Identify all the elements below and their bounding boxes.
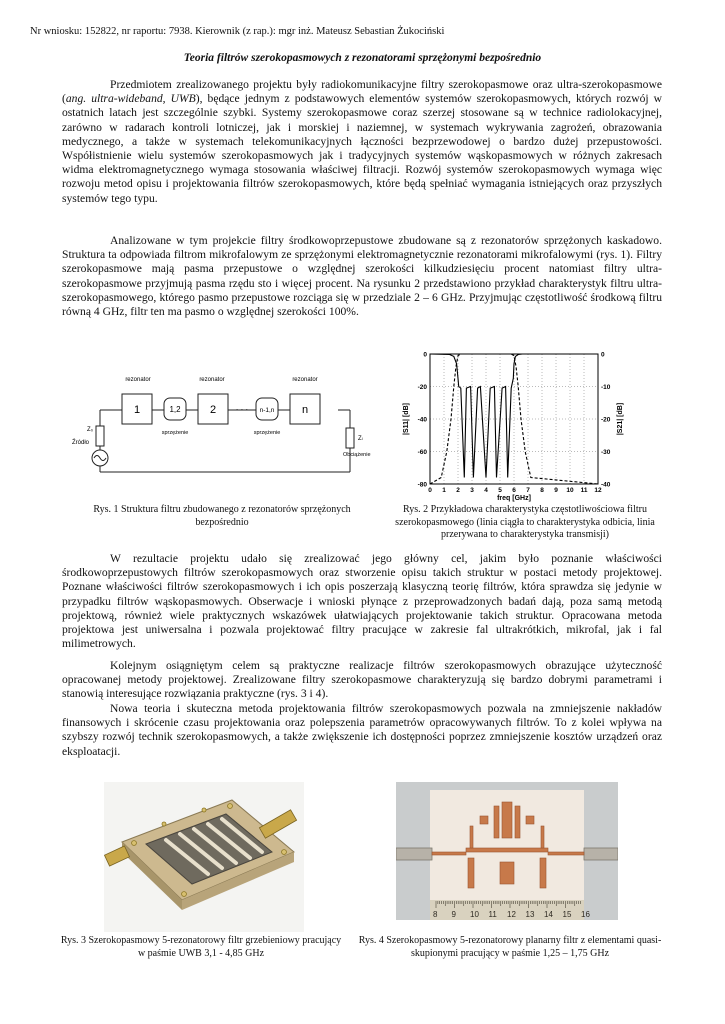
paragraph-2: Analizowane w tym projekcie filtry środkowoprzepustowe zbudowane są z rezonatorów sprzężonych kaskadowo. Struktura ta odpowiada filtrom mikrofalowym ze sprzężonymi elektromagnetycznie rezonatorami mikrofalowymi (rys. 1). Filtry szerokopasmowe mają pasma przepustowe o względnej szerokości kilkudziesięciu procent natomiast filtry ultra-szerokopasmowe przyjmują pasma rzędu sto i więcej procent. Na rysunku 2 przedstawiono przykład charakterystyk filtru ultra-szerokopasmowego, którego pasmo przepustowe rozciąga się w przedziale 2 – 6 GHz. Przyjmując częstotliwość środkową filtru równą 4 GHz, filtr ten ma pasmo o względnej szerokości 100%. xyxy=(62,234,662,319)
page-title: Teoria filtrów szerokopasmowych z rezonatorami sprzężonymi bezpośrednio xyxy=(183,52,542,64)
coupling-1-2: 1,2 xyxy=(169,405,181,414)
ruler-label: 15 xyxy=(562,910,572,919)
chart-y-tick-label-right: -20 xyxy=(601,416,611,424)
chart-x-tick-label: 3 xyxy=(470,487,474,494)
chart-y-tick-label-right: -10 xyxy=(601,384,611,391)
label-sprzezenie-2: sprzężenie xyxy=(253,430,281,436)
chart-y-tick-label-left: -80 xyxy=(417,481,427,489)
ellipsis: · · · xyxy=(235,405,249,414)
label-sprzezenie-1: sprzężenie xyxy=(161,430,189,436)
chart-y-tick-label-right: 0 xyxy=(601,351,605,359)
figure-1-diagram xyxy=(60,368,380,493)
chart-x-tick-label: 10 xyxy=(566,487,574,494)
chart-x-tick-label: 9 xyxy=(554,487,558,494)
paragraph-1 xyxy=(62,78,662,206)
ruler-label: 11 xyxy=(488,910,497,919)
chart-x-tick-label: 2 xyxy=(456,487,460,494)
ruler-label: 16 xyxy=(581,910,590,919)
chart-series-line-1 xyxy=(430,354,598,478)
paragraph-1-start: Przedmiotem zrealizowanego projektu były radiokomunikacyjne filtry szerokopasmowe oraz ultra-szerokopasmowe ( xyxy=(62,78,662,106)
paragraph-3: W rezultacie projektu udało się zrealizować jego główny cel, jakim było poznanie właściwości środkowoprzepustowych filtrów szerokopasmowych oraz stworzenie opisu takich struktur w postaci metody projektowej. Poznane właściwości filtrów szerokopasmowych i ich opis poszerzają klasyczną teorię filtrów, która sprawdza się jedynie w przypadku filtrów wąskopasmowych. Obserwacje i wnioski płynące z przeprowadzonych badań dają, poza samą metodą projektową, również wiele praktycznych wskazówek ułatwiających projektowanie takich struktur. Opracowana metoda projektowa jest uniwersalna i pozwala projektować filtry pracujące w zakresie fal ultrakrótkich, mikrofal, jak i fal milimetrowych. xyxy=(62,552,662,651)
label-z0: Z₀ xyxy=(87,427,94,433)
resonator-n: n xyxy=(301,404,309,416)
chart-x-tick-label: 11 xyxy=(580,487,588,494)
figure-4-photo xyxy=(396,782,618,920)
chart-y-tick-label-left: -40 xyxy=(417,416,427,424)
chart-y-axis-label-right: |S21| [dB] xyxy=(617,402,624,436)
chart-x-tick-label: 1 xyxy=(442,487,446,494)
label-rezonator-2: rezonator xyxy=(199,377,225,383)
chart-x-axis-label: freq [GHz] xyxy=(497,495,531,502)
chart-y-tick-label-right: -40 xyxy=(601,481,611,489)
figure-3-caption: Rys. 3 Szerokopasmowy 5-rezonatorowy filtr grzebieniowy pracujący w paśmie UWB 3,1 - 4,85 GHz xyxy=(60,935,342,959)
label-obciazenie: Obciążenie xyxy=(343,452,371,458)
coupling-n-1-n: n-1,n xyxy=(259,407,275,414)
ruler-label: 13 xyxy=(525,910,535,919)
paragraph-1-italic: ang. ultra-wideband, UWB xyxy=(65,92,196,106)
figure-2-chart xyxy=(400,346,630,504)
chart-x-tick-label: 12 xyxy=(594,487,602,494)
figure-3-photo xyxy=(104,782,304,932)
ruler-label: 14 xyxy=(544,910,553,919)
chart-x-tick-label: 7 xyxy=(526,487,530,494)
label-zrodlo: Źródło xyxy=(72,440,90,446)
resonator-1: 1 xyxy=(133,404,141,416)
chart-x-tick-label: 5 xyxy=(498,487,502,494)
chart-y-tick-label-right: -30 xyxy=(601,449,611,456)
paragraph-1-end: ), będące jednym z podstawowych elementów systemów szerokopasmowych, których rozwój w ostatnich latach jest szczególnie szybki. Systemy szerokopasmowe coraz szerzej stosowane są w technice radiolokacyjnej, zarówno w radarach kontroli lotniczej, jak i morskiej i naziemnej, w systemach wykrywania zagrożeń, obrazowania medycznego, a także w systemach telekomunikacyjnych łączności bezprzewodowej o bardzo dużej przepustowości. Współistnienie wielu systemów szerokopasmowych jak i tradycyjnych systemów wąskopasmowych w różnych zakresach widma elektromagnetycznego wymaga stosowania właściwej filtracji. Rozwój systemów szerokopasmowych wymaga więc rozwoju metod opisu i projektowania filtrów szerokopasmowych, które będą spełniać wymagania istniejących oraz przyszłych systemów tego typu. xyxy=(62,92,662,205)
chart-x-tick-label: 8 xyxy=(540,487,544,494)
label-rezonator-1: rezonator xyxy=(125,377,151,383)
figure-2-caption: Rys. 2 Przykładowa charakterystyka częstotliwościowa filtru szerokopasmowego (linia ciągła to charakterystyka odbicia, linia przerywana to charakterystyka transmisji) xyxy=(395,504,655,540)
figure-4-caption: Rys. 4 Szerokopasmowy 5-rezonatorowy planarny filtr z elementami quasi-skupionymi pracujący w paśmie 1,25 – 1,75 GHz xyxy=(358,935,662,959)
label-zl: Zₗ xyxy=(358,436,363,442)
page-header: Nr wniosku: 152822, nr raportu: 7938. Kierownik (z rap.): mgr inż. Mateusz Sebastian Żukociński xyxy=(30,26,445,37)
ruler-label: 8 xyxy=(433,910,438,919)
chart-y-axis-label-left: |S11| [dB] xyxy=(403,403,410,435)
paragraph-5: Nowa teoria i skuteczna metoda projektowania filtrów szerokopasmowych pozwala na zmniejszenie nakładów finansowych i skrócenie czasu projektowania oraz polepszenia parametrów opracowywanych filtrów. To z kolei wpływa na szybszy rozwój technik szerokopasmowych, a także zwiększenie ich dostępności poprzez zmniejszenie kosztów urządzeń oraz eksploatacji. xyxy=(62,702,662,758)
ruler-label: 12 xyxy=(507,910,516,919)
resonator-2: 2 xyxy=(209,404,217,416)
chart-y-tick-label-left: -20 xyxy=(417,384,427,391)
paragraph-4: Kolejnym osiągniętym celem są praktyczne realizacje filtrów szerokopasmowych obrazujące użyteczność opracowanej metody projektowej. Zrealizowane filtry szerokopasmowe charakteryzują się bardzo dobrymi parametrami i stanowią interesujące rozwiązania praktyczne (rys. 3 i 4). xyxy=(62,659,662,701)
chart-x-tick-label: 4 xyxy=(484,487,488,494)
label-rezonator-n: rezonator xyxy=(292,377,318,383)
ruler-label: 9 xyxy=(451,910,456,919)
chart-y-tick-label-left: 0 xyxy=(423,351,427,359)
figure-1-caption: Rys. 1 Struktura filtru zbudowanego z rezonatorów sprzężonych bezpośrednio xyxy=(93,504,351,528)
ruler-label: 10 xyxy=(470,910,479,919)
chart-y-tick-label-left: -60 xyxy=(417,449,427,456)
chart-x-tick-label: 0 xyxy=(428,487,432,494)
chart-x-tick-label: 6 xyxy=(512,487,516,494)
